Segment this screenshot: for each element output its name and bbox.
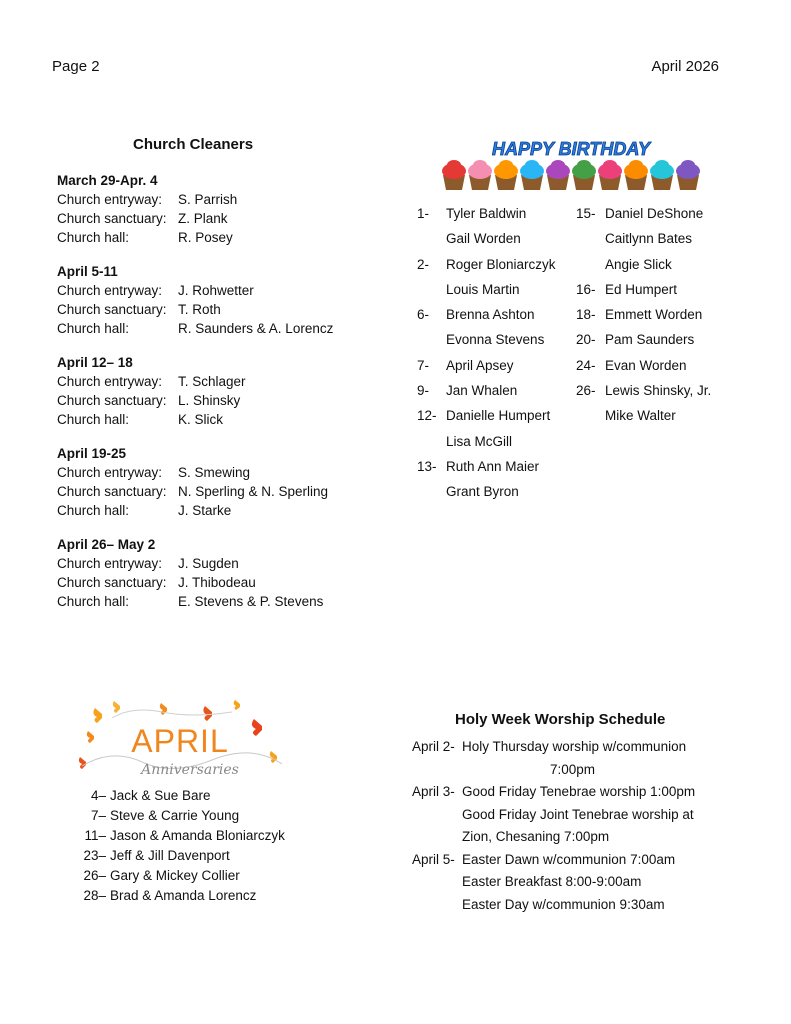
cleaner-role: Church sanctuary: xyxy=(57,393,167,408)
cleaner-row xyxy=(57,463,377,482)
holy-week-title: Holy Week Worship Schedule xyxy=(455,711,666,728)
cleaner-name: J. Starke xyxy=(178,503,232,518)
birthday-name: Danielle Humpert xyxy=(446,408,551,424)
logo-anniversaries-word: Anniversaries xyxy=(141,762,239,778)
anniversary-day: 28– xyxy=(83,888,106,903)
cleaner-row xyxy=(57,592,377,611)
cleaner-row xyxy=(57,190,377,209)
happy-birthday-banner xyxy=(440,135,702,193)
birthday-item xyxy=(417,433,556,458)
cleaner-name: K. Slick xyxy=(178,412,224,427)
birthday-day xyxy=(417,230,446,255)
schedule-text: Holy Thursday worship w/communion xyxy=(462,739,687,754)
cupcake-icon xyxy=(598,160,622,190)
birthday-item xyxy=(417,281,556,306)
birthday-item xyxy=(417,230,556,255)
birthday-name: Lisa McGill xyxy=(446,433,513,449)
cleaner-role: Church sanctuary: xyxy=(57,575,167,590)
birthday-name: Caitlynn Bates xyxy=(605,231,693,247)
birthday-day: 24- xyxy=(576,357,596,373)
schedule-date xyxy=(412,804,462,827)
birthday-name: Pam Saunders xyxy=(605,332,695,348)
anniversary-names: Gary & Mickey Collier xyxy=(110,868,240,883)
birthday-item xyxy=(417,458,556,483)
schedule-line xyxy=(412,781,695,804)
cupcake-icon xyxy=(546,160,570,190)
birthday-name: Ruth Ann Maier xyxy=(446,458,540,474)
cleaner-role: Church entryway: xyxy=(57,374,163,389)
birthday-item xyxy=(576,357,711,382)
schedule-date xyxy=(412,759,462,782)
birthday-name: Tyler Baldwin xyxy=(446,206,527,221)
cleaner-name: S. Smewing xyxy=(178,465,251,480)
anniversary-day: 11– xyxy=(84,828,106,843)
birthday-name: Evan Worden xyxy=(605,357,687,373)
schedule-line xyxy=(412,736,695,759)
cleaner-role: Church hall: xyxy=(57,412,130,427)
cleaner-row xyxy=(57,554,377,573)
cleaner-row xyxy=(57,228,377,247)
schedule-date: April 2- xyxy=(412,739,455,754)
birthday-item xyxy=(417,331,556,356)
birthday-item xyxy=(576,331,711,356)
birthday-day xyxy=(576,407,605,432)
cleaner-row xyxy=(57,319,377,338)
cleaner-role: Church hall: xyxy=(57,321,130,336)
cleaner-role: Church sanctuary: xyxy=(57,211,167,226)
birthday-day xyxy=(576,256,605,281)
birthday-name: April Apsey xyxy=(446,357,514,373)
anniversary-day: 26– xyxy=(83,868,106,883)
cleaner-week xyxy=(57,444,377,520)
anniversary-item xyxy=(80,806,285,826)
schedule-line xyxy=(412,894,695,917)
cleaner-name: E. Stevens & P. Stevens xyxy=(178,594,324,609)
holy-week-schedule xyxy=(412,736,695,916)
birthday-column-left xyxy=(417,205,556,509)
birthday-name: Louis Martin xyxy=(446,281,520,297)
schedule-line xyxy=(412,804,695,827)
birthday-day xyxy=(417,483,446,508)
birthday-day: 15- xyxy=(576,206,596,221)
anniversary-names: Jack & Sue Bare xyxy=(110,788,211,803)
birthday-item xyxy=(576,306,711,331)
anniversary-item xyxy=(80,786,285,806)
birthday-day: 16- xyxy=(576,281,596,297)
birthday-item xyxy=(576,230,711,255)
birthday-name: Angie Slick xyxy=(605,256,672,272)
anniversary-item xyxy=(80,866,285,886)
april-anniversaries-logo xyxy=(72,696,287,782)
issue-date: April 2026 xyxy=(651,58,719,75)
birthday-day xyxy=(417,281,446,306)
anniversary-day: 23– xyxy=(83,848,106,863)
logo-april-word: APRIL xyxy=(131,723,229,759)
cupcake-icon xyxy=(676,160,700,190)
birthday-item xyxy=(576,407,711,432)
cleaner-name: R. Posey xyxy=(178,230,233,245)
banner-text: HAPPY BIRTHDAY xyxy=(491,139,651,159)
birthday-day: 2- xyxy=(417,256,430,272)
birthday-day: 20- xyxy=(576,332,596,348)
birthday-name: Gail Worden xyxy=(446,231,521,247)
cleaner-role: Church hall: xyxy=(57,594,130,609)
cleaner-name: L. Shinsky xyxy=(178,393,241,408)
anniversary-names: Steve & Carrie Young xyxy=(110,808,240,823)
birthday-name: Brenna Ashton xyxy=(446,307,535,323)
cleaner-role: Church hall: xyxy=(57,503,130,518)
anniversary-day: 4– xyxy=(90,788,106,803)
birthday-name: Mike Walter xyxy=(605,408,676,424)
birthday-day xyxy=(576,230,605,255)
schedule-date xyxy=(412,871,462,894)
birthday-column-right xyxy=(576,205,711,433)
birthday-name: Evonna Stevens xyxy=(446,332,545,348)
cleaner-week xyxy=(57,171,377,247)
birthday-name: Emmett Worden xyxy=(605,307,703,323)
cleaner-role: Church entryway: xyxy=(57,465,163,480)
birthday-item xyxy=(417,483,556,508)
cleaner-role: Church hall: xyxy=(57,230,130,245)
cleaner-name: N. Sperling & N. Sperling xyxy=(178,484,329,499)
cleaner-row xyxy=(57,372,377,391)
cleaner-name: Z. Plank xyxy=(178,211,228,226)
cleaner-name: J. Rohwetter xyxy=(178,283,254,298)
schedule-date: April 5- xyxy=(412,851,455,867)
anniversary-names: Brad & Amanda Lorencz xyxy=(110,888,257,903)
cleaner-week xyxy=(57,535,377,611)
birthday-day xyxy=(417,433,446,458)
cleaner-row xyxy=(57,209,377,228)
cleaner-week xyxy=(57,262,377,338)
schedule-line xyxy=(412,871,695,894)
cleaner-week xyxy=(57,353,377,429)
cleaner-role: Church sanctuary: xyxy=(57,484,167,499)
birthday-name: Grant Byron xyxy=(446,484,519,500)
anniversaries-list xyxy=(80,786,285,906)
page-number: Page 2 xyxy=(52,58,100,75)
birthday-day: 26- xyxy=(576,383,596,399)
birthday-item xyxy=(417,306,556,331)
cleaner-row xyxy=(57,501,377,520)
cupcake-row xyxy=(442,160,700,190)
cupcake-icon xyxy=(572,160,596,190)
schedule-text: Zion, Chesaning 7:00pm xyxy=(462,829,610,844)
birthday-name: Jan Whalen xyxy=(446,383,518,399)
cleaner-row xyxy=(57,573,377,592)
cleaner-name: R. Saunders & A. Lorencz xyxy=(178,321,334,336)
cleaner-role: Church sanctuary: xyxy=(57,302,167,317)
anniversary-names: Jeff & Jill Davenport xyxy=(110,848,230,863)
schedule-text: Easter Breakfast 8:00-9:00am xyxy=(462,874,642,889)
cleaner-row xyxy=(57,281,377,300)
schedule-text: 7:00pm xyxy=(550,761,596,777)
birthday-day: 18- xyxy=(576,307,596,323)
cleaner-row xyxy=(57,482,377,501)
cupcake-icon xyxy=(468,160,492,190)
week-label: April 19-25 xyxy=(57,446,127,461)
birthday-item xyxy=(417,382,556,407)
week-label: April 5-11 xyxy=(57,264,118,279)
schedule-line xyxy=(412,849,695,872)
cleaner-row xyxy=(57,410,377,429)
anniversary-item xyxy=(80,826,285,846)
week-label: April 12– 18 xyxy=(57,355,133,370)
birthday-item xyxy=(417,256,556,281)
schedule-text: Good Friday Joint Tenebrae worship at xyxy=(462,806,694,822)
birthday-item xyxy=(576,382,711,407)
birthday-item xyxy=(417,205,556,230)
birthday-name: Daniel DeShone xyxy=(605,206,704,221)
anniversary-names: Jason & Amanda Bloniarczyk xyxy=(110,828,285,843)
birthday-name: Ed Humpert xyxy=(605,281,678,297)
cleaner-name: S. Parrish xyxy=(178,192,238,207)
cupcake-icon xyxy=(624,160,648,190)
birthday-day xyxy=(417,331,446,356)
birthday-item xyxy=(417,357,556,382)
cleaners-title: Church Cleaners xyxy=(133,136,254,153)
cupcake-icon xyxy=(520,160,544,190)
birthday-item xyxy=(417,407,556,432)
schedule-line xyxy=(412,826,695,849)
cupcake-icon xyxy=(494,160,518,190)
schedule-date: April 3- xyxy=(412,784,455,799)
cleaner-role: Church entryway: xyxy=(57,283,163,298)
schedule-text: Good Friday Tenebrae worship 1:00pm xyxy=(462,784,696,799)
birthday-day: 12- xyxy=(417,408,437,424)
birthday-day: 1- xyxy=(417,206,430,221)
birthday-name: Lewis Shinsky, Jr. xyxy=(605,383,712,399)
cleaner-role: Church entryway: xyxy=(57,192,163,207)
cleaner-row xyxy=(57,300,377,319)
week-label: April 26– May 2 xyxy=(57,537,156,552)
schedule-text: Easter Day w/communion 9:30am xyxy=(462,896,665,912)
cupcake-icon xyxy=(442,160,466,190)
birthday-item xyxy=(576,281,711,306)
cleaner-name: J. Thibodeau xyxy=(178,575,256,590)
anniversary-item xyxy=(80,886,285,906)
anniversary-item xyxy=(80,846,285,866)
week-label: March 29-Apr. 4 xyxy=(57,173,158,188)
cupcake-icon xyxy=(650,160,674,190)
birthday-name: Roger Bloniarczyk xyxy=(446,256,556,272)
schedule-text: Easter Dawn w/communion 7:00am xyxy=(462,851,676,867)
birthday-day: 13- xyxy=(417,458,437,474)
anniversary-day: 7– xyxy=(90,808,106,823)
cleaners-schedule xyxy=(57,171,377,626)
cleaner-name: J. Sugden xyxy=(178,556,239,571)
birthday-day: 7- xyxy=(417,357,430,373)
cleaner-role: Church entryway: xyxy=(57,556,163,571)
cleaner-name: T. Roth xyxy=(178,302,221,317)
birthday-item xyxy=(576,256,711,281)
schedule-line xyxy=(412,759,695,782)
schedule-date xyxy=(412,894,462,917)
cleaner-row xyxy=(57,391,377,410)
birthday-day: 9- xyxy=(417,383,430,399)
schedule-date xyxy=(412,826,462,849)
birthday-day: 6- xyxy=(417,307,430,323)
birthday-item xyxy=(576,205,711,230)
cleaner-name: T. Schlager xyxy=(178,374,246,389)
